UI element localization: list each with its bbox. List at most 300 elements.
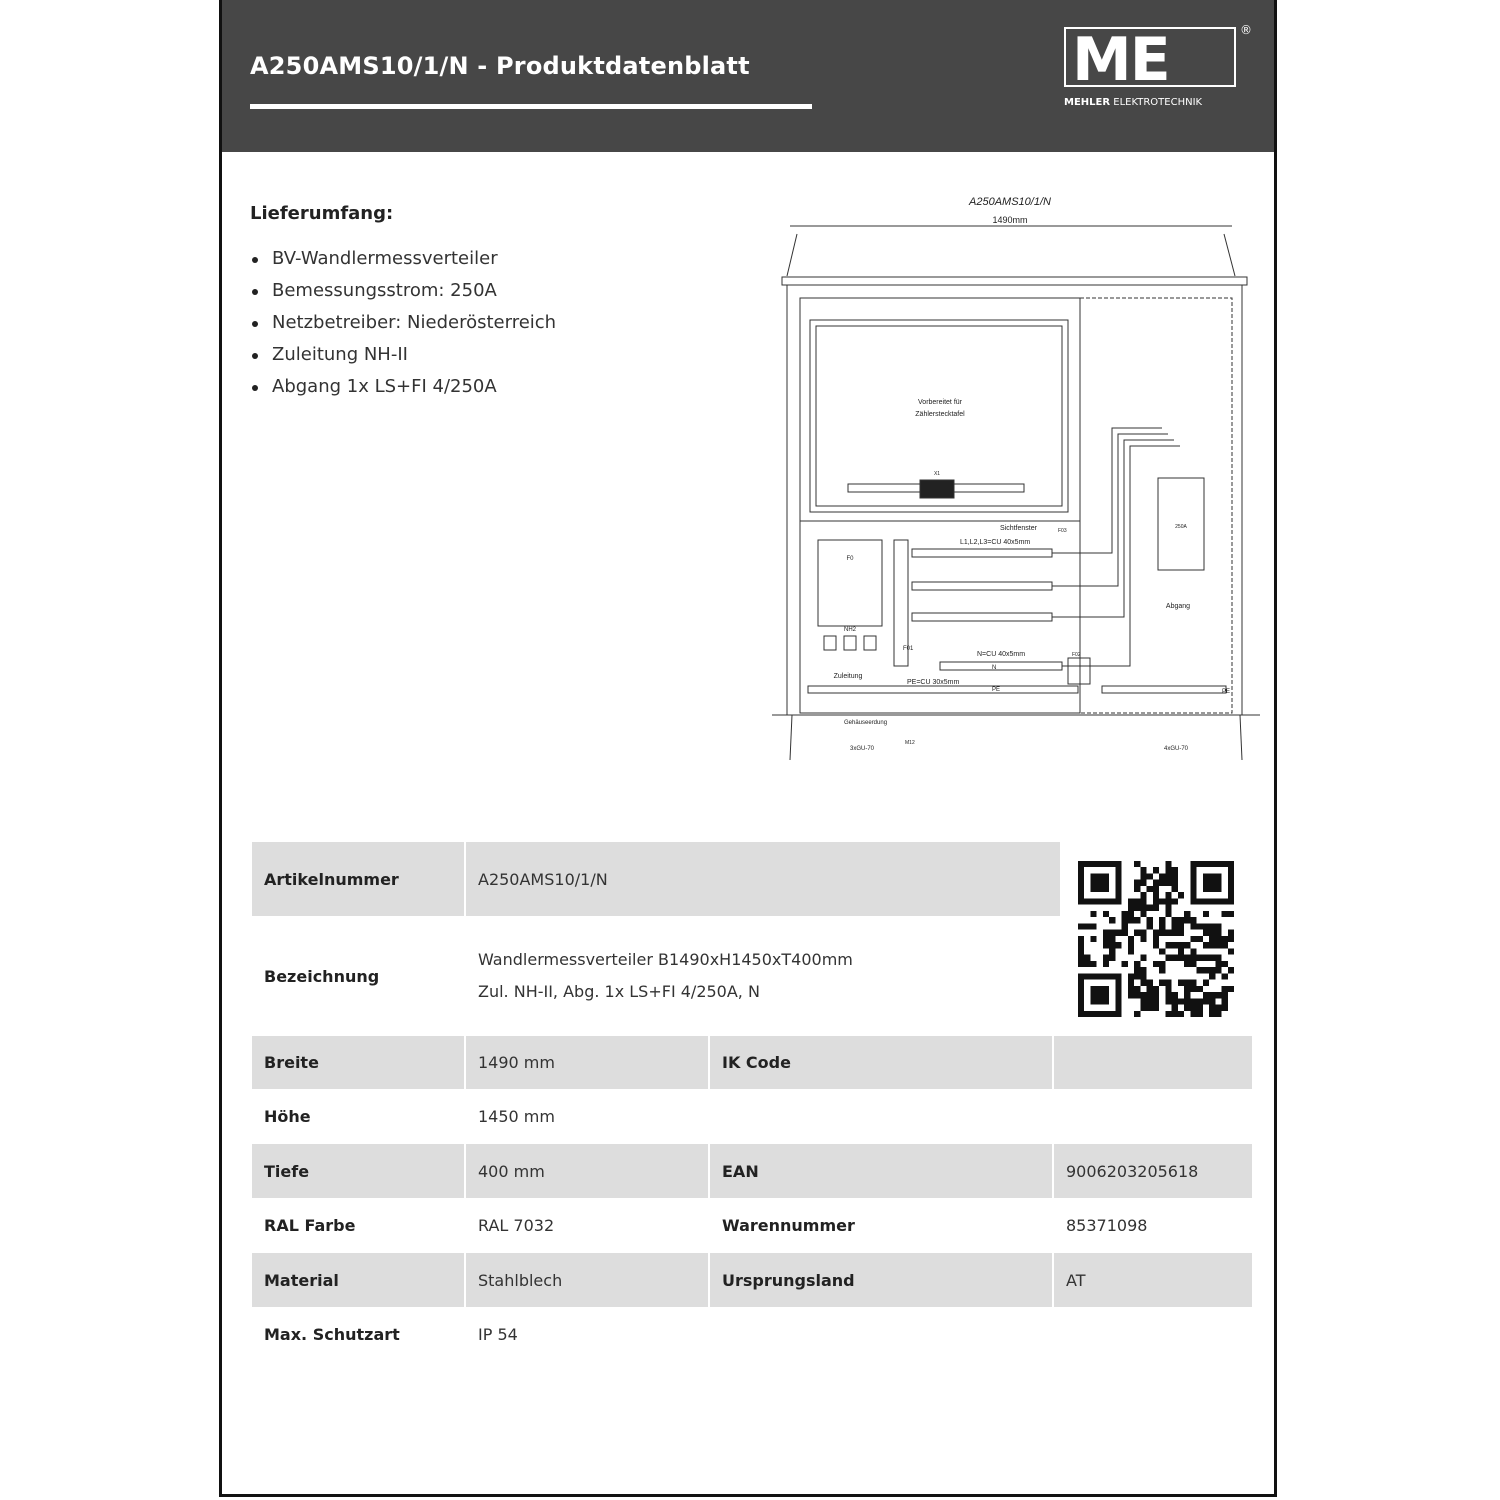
qr-module — [1172, 886, 1178, 892]
qr-module — [1084, 961, 1090, 967]
qr-module — [1147, 986, 1153, 992]
meter-label-line-2: Zählerstecktafel — [915, 411, 965, 418]
qr-module — [1228, 936, 1234, 942]
busbar-l3 — [912, 613, 1052, 621]
qr-module — [1140, 873, 1146, 879]
pe-mark-right: PE — [1222, 689, 1231, 695]
qr-module — [1172, 1011, 1178, 1017]
qr-module — [1084, 923, 1090, 929]
qr-module — [1190, 955, 1196, 961]
scope-list — [250, 243, 556, 403]
outgoing-cable — [1052, 434, 1168, 586]
qr-module — [1197, 998, 1203, 1004]
gehaeuseerdung-label: Gehäuseerdung — [844, 720, 888, 726]
incoming-terminal — [844, 636, 856, 650]
qr-module — [1215, 961, 1221, 967]
qr-module — [1134, 905, 1140, 911]
datasheet-page — [219, 0, 1277, 1497]
qr-module — [1209, 936, 1215, 942]
qr-module — [1190, 948, 1196, 954]
mehler-logo — [1064, 23, 1252, 117]
ursprungsland-value: AT — [1054, 1253, 1252, 1307]
qr-module — [1209, 973, 1215, 979]
qr-module — [1165, 911, 1171, 917]
warennummer-label: Warennummer — [722, 1216, 855, 1235]
qr-module — [1115, 942, 1121, 948]
logo-subtitle — [1064, 97, 1202, 108]
breaker-rating: 250A — [1175, 524, 1187, 530]
qr-module — [1140, 955, 1146, 961]
qr-module — [1147, 980, 1153, 986]
n-mark: N — [992, 665, 997, 671]
qr-module — [1215, 942, 1221, 948]
qr-module — [1159, 930, 1165, 936]
busbar-n-label: N=CU 40x5mm — [977, 651, 1026, 658]
qr-module — [1109, 955, 1115, 961]
outgoing-cable — [1052, 440, 1174, 617]
hoehe-label: Höhe — [264, 1107, 311, 1126]
qr-module — [1209, 1005, 1215, 1011]
rcd-device — [1068, 658, 1090, 684]
qr-module — [1222, 992, 1228, 998]
qr-module — [1209, 930, 1215, 936]
schutzart-value: IP 54 — [478, 1324, 518, 1344]
qr-module — [1159, 923, 1165, 929]
qr-module — [1128, 905, 1134, 911]
nh-fuse-switch — [818, 540, 882, 626]
qr-module — [1134, 917, 1140, 923]
hoehe-value: 1450 mm — [478, 1107, 555, 1126]
qr-module — [1115, 930, 1121, 936]
ean-label: EAN — [710, 1144, 1052, 1198]
qr-module — [1128, 992, 1134, 998]
qr-module — [1147, 873, 1153, 879]
qr-module — [1159, 880, 1165, 886]
qr-module — [1090, 873, 1109, 892]
qr-module — [1140, 992, 1146, 998]
qr-module — [1172, 955, 1178, 961]
plinth-edge — [1240, 715, 1242, 760]
qr-module — [1165, 873, 1171, 879]
qr-module — [1134, 992, 1140, 998]
qr-module — [1215, 930, 1221, 936]
qr-module — [1165, 1011, 1171, 1017]
qr-module — [1147, 998, 1153, 1004]
qr-module — [1190, 936, 1196, 942]
table-row — [252, 1144, 1252, 1198]
qr-module — [1122, 930, 1128, 936]
qr-module — [1190, 961, 1196, 967]
f0-label: F0 — [846, 556, 854, 562]
qr-module — [1190, 923, 1196, 929]
qr-module — [1165, 986, 1171, 992]
qr-module — [1134, 861, 1140, 867]
qr-module — [1172, 873, 1178, 879]
table-row — [252, 1307, 1252, 1361]
qr-module — [1172, 998, 1178, 1004]
qr-module — [1128, 942, 1134, 948]
abgang-label: Abgang — [1165, 603, 1191, 610]
qr-module — [1109, 948, 1115, 954]
qr-module — [1134, 930, 1140, 936]
qr-module — [1103, 930, 1109, 936]
qr-module — [1165, 898, 1171, 904]
qr-module — [1222, 936, 1228, 942]
qr-module — [1190, 998, 1196, 1004]
nh2-label: NH2 — [843, 627, 857, 633]
qr-module — [1128, 911, 1134, 917]
qr-module — [1165, 867, 1171, 873]
qr-module — [1172, 992, 1178, 998]
table-row — [252, 1198, 1252, 1253]
qr-module — [1090, 986, 1109, 1005]
qr-module — [1153, 880, 1159, 886]
gland-left-label: 3xGU-70 — [850, 746, 875, 752]
qr-module — [1122, 911, 1128, 917]
meter-label-line-1: Vorbereitet für — [918, 399, 962, 406]
busbar-l2 — [912, 582, 1052, 590]
qr-module — [1184, 986, 1190, 992]
terminal-block — [920, 480, 954, 498]
qr-module — [1134, 1011, 1140, 1017]
qr-module — [1197, 923, 1203, 929]
qr-module — [1178, 998, 1184, 1004]
qr-module — [1165, 998, 1171, 1004]
qr-module — [1140, 967, 1146, 973]
qr-module — [1165, 861, 1171, 867]
logo-tagline: ELEKTROTECHNIK — [1113, 97, 1203, 108]
qr-module — [1140, 905, 1146, 911]
qr-module — [1140, 973, 1146, 979]
qr-module — [1184, 998, 1190, 1004]
sichtfenster-label: Sichtfenster — [1000, 525, 1037, 532]
table-row — [252, 1253, 1252, 1307]
qr-module — [1134, 898, 1140, 904]
qr-module — [1222, 973, 1228, 979]
qr-module — [1172, 1005, 1178, 1011]
qr-module — [1178, 917, 1184, 923]
qr-module — [1147, 905, 1153, 911]
qr-module — [1222, 986, 1228, 992]
qr-module — [1109, 936, 1115, 942]
qr-module — [1140, 867, 1146, 873]
extension-line — [787, 234, 797, 276]
material-label: Material — [252, 1253, 464, 1307]
qr-module — [1184, 955, 1190, 961]
scope-heading: Lieferumfang: — [250, 203, 394, 224]
qr-module — [1178, 980, 1184, 986]
m12-label: M12 — [905, 740, 915, 746]
qr-module — [1153, 992, 1159, 998]
bezeichnung-label: Bezeichnung — [264, 966, 380, 986]
breite-label: Breite — [252, 1036, 464, 1089]
qr-module — [1128, 980, 1134, 986]
qr-module — [1134, 967, 1140, 973]
qr-module — [1134, 886, 1140, 892]
qr-module — [1215, 992, 1221, 998]
qr-module — [1140, 930, 1146, 936]
ral-label: RAL Farbe — [264, 1216, 356, 1235]
qr-module — [1172, 942, 1178, 948]
qr-module — [1165, 930, 1171, 936]
qr-module — [1197, 967, 1203, 973]
list-item: Zuleitung NH-II — [250, 339, 556, 371]
qr-module — [1159, 873, 1165, 879]
qr-module — [1153, 998, 1159, 1004]
qr-module — [1172, 898, 1178, 904]
table-row — [252, 1089, 1252, 1144]
qr-module — [1228, 930, 1234, 936]
breite-value: 1490 mm — [466, 1036, 708, 1089]
qr-module — [1165, 942, 1171, 948]
qr-module — [1165, 892, 1171, 898]
qr-module — [1103, 961, 1109, 967]
qr-module — [1184, 1005, 1190, 1011]
qr-module — [1159, 898, 1165, 904]
qr-module — [1140, 898, 1146, 904]
qr-module — [1209, 998, 1215, 1004]
right-compartment — [1080, 298, 1232, 713]
qr-module — [1203, 942, 1209, 948]
qr-module — [1128, 917, 1134, 923]
qr-module — [1153, 986, 1159, 992]
qr-module — [1078, 948, 1084, 954]
qr-module — [1203, 980, 1209, 986]
qr-module — [1190, 986, 1196, 992]
busbar-pe-label: PE=CU 30x5mm — [907, 679, 960, 686]
qr-module — [1172, 880, 1178, 886]
page-title: A250AMS10/1/N - Produktdatenblatt — [250, 52, 750, 80]
qr-module — [1178, 1011, 1184, 1017]
qr-module — [1090, 936, 1096, 942]
qr-module — [1172, 930, 1178, 936]
qr-module — [1153, 898, 1159, 904]
title-underline — [250, 104, 812, 109]
qr-module — [1209, 923, 1215, 929]
list-item: Bemessungsstrom: 250A — [250, 275, 556, 307]
qr-module — [1134, 986, 1140, 992]
qr-module — [1215, 967, 1221, 973]
logo-brand: MEHLER — [1064, 97, 1111, 108]
qr-module — [1153, 905, 1159, 911]
qr-module — [1222, 942, 1228, 948]
tiefe-label: Tiefe — [252, 1144, 464, 1198]
qr-module — [1153, 961, 1159, 967]
pe-mark-left: PE — [992, 687, 1001, 693]
qr-module — [1078, 936, 1084, 942]
list-item: BV-Wandlermessverteiler — [250, 243, 556, 275]
material-value: Stahlblech — [466, 1253, 708, 1307]
schutzart-label: Max. Schutzart — [264, 1324, 400, 1344]
busbar-pe-right — [1102, 686, 1226, 693]
qr-module — [1184, 992, 1190, 998]
qr-module — [1090, 923, 1096, 929]
f01-label: F01 — [903, 646, 914, 652]
qr-module — [1147, 992, 1153, 998]
qr-module — [1153, 892, 1159, 898]
qr-module — [1159, 967, 1165, 973]
qr-module — [1165, 980, 1171, 986]
list-item: Abgang 1x LS+FI 4/250A — [250, 371, 556, 403]
qr-module — [1203, 923, 1209, 929]
zuleitung-label: Zuleitung — [833, 673, 863, 680]
drawing-title: A250AMS10/1/N — [969, 196, 1051, 208]
f03-label: F03 — [1058, 528, 1067, 534]
qr-module — [1147, 923, 1153, 929]
qr-module — [1209, 942, 1215, 948]
qr-module — [1203, 967, 1209, 973]
list-item: Netzbetreiber: Niederösterreich — [250, 307, 556, 339]
qr-module — [1222, 998, 1228, 1004]
qr-module — [1128, 936, 1134, 942]
qr-module — [1197, 1011, 1203, 1017]
qr-module — [1172, 867, 1178, 873]
bezeichnung-line-1: Wandlermessverteiler B1490xH1450xT400mm — [478, 950, 853, 969]
qr-module — [1140, 892, 1146, 898]
qr-module — [1215, 955, 1221, 961]
qr-module — [1109, 930, 1115, 936]
qr-module — [1128, 948, 1134, 954]
logo-letters: ME — [1072, 25, 1169, 95]
warennummer-value: 85371098 — [1066, 1216, 1148, 1235]
qr-module — [1159, 961, 1165, 967]
qr-module — [1209, 1011, 1215, 1017]
bezeichnung-line-2: Zul. NH-II, Abg. 1x LS+FI 4/250A, N — [478, 982, 760, 1001]
plinth-edge — [790, 715, 792, 760]
qr-module — [1140, 998, 1146, 1004]
qr-module — [1190, 1005, 1196, 1011]
qr-module — [1090, 961, 1096, 967]
qr-modules — [1078, 861, 1234, 1017]
qr-module — [1178, 923, 1184, 929]
terminal-x1-label: X1 — [933, 471, 941, 477]
ik-label: IK Code — [710, 1036, 1052, 1089]
ursprungsland-label: Ursprungsland — [710, 1253, 1052, 1307]
qr-module — [1084, 955, 1090, 961]
qr-module — [1134, 880, 1140, 886]
qr-module — [1090, 911, 1096, 917]
qr-module — [1128, 986, 1134, 992]
qr-module — [1159, 948, 1165, 954]
qr-module — [1178, 955, 1184, 961]
ral-value: RAL 7032 — [478, 1216, 555, 1235]
qr-module — [1215, 936, 1221, 942]
qr-module — [1190, 1011, 1196, 1017]
qr-module — [1215, 1011, 1221, 1017]
qr-module — [1228, 967, 1234, 973]
qr-module — [1134, 973, 1140, 979]
qr-module — [1197, 936, 1203, 942]
busbar-pe — [808, 686, 1078, 693]
qr-module — [1122, 923, 1128, 929]
qr-module — [1197, 955, 1203, 961]
incoming-terminal — [864, 636, 876, 650]
qr-module — [1140, 880, 1146, 886]
qr-module — [1165, 880, 1171, 886]
tiefe-value: 400 mm — [466, 1144, 708, 1198]
qr-module — [1103, 955, 1109, 961]
qr-module — [1184, 942, 1190, 948]
qr-module — [1128, 898, 1134, 904]
qr-module — [1228, 986, 1234, 992]
roof — [782, 277, 1247, 285]
qr-module — [1184, 917, 1190, 923]
qr-module — [1209, 992, 1215, 998]
qr-module — [1153, 936, 1159, 942]
qr-module — [1078, 923, 1084, 929]
busbar-l-label: L1,L2,L3=CU 40x5mm — [960, 539, 1031, 546]
drawing-svg — [762, 188, 1272, 766]
qr-module — [1184, 961, 1190, 967]
qr-module — [1190, 917, 1196, 923]
qr-module — [1153, 867, 1159, 873]
qr-module — [1197, 986, 1203, 992]
technical-drawing — [762, 188, 1272, 766]
qr-module — [1165, 992, 1171, 998]
qr-module — [1147, 886, 1153, 892]
qr-module — [1122, 917, 1128, 923]
busbar-n — [940, 662, 1062, 670]
qr-module — [1103, 942, 1109, 948]
qr-module — [1140, 936, 1146, 942]
artikelnummer-label: Artikelnummer — [252, 842, 464, 916]
qr-module — [1140, 911, 1146, 917]
qr-module — [1147, 917, 1153, 923]
qr-module — [1222, 1005, 1228, 1011]
f02-label: F02 — [1072, 652, 1081, 658]
incoming-terminal — [824, 636, 836, 650]
qr-module — [1159, 917, 1165, 923]
qr-module — [1159, 980, 1165, 986]
qr-module — [1178, 942, 1184, 948]
qr-module — [1203, 930, 1209, 936]
qr-module — [1078, 961, 1084, 967]
qr-module — [1153, 1005, 1159, 1011]
qr-module — [1209, 967, 1215, 973]
qr-module — [1153, 942, 1159, 948]
artikelnummer-value: A250AMS10/1/N — [466, 842, 1060, 916]
qr-module — [1103, 911, 1109, 917]
qr-module — [1140, 980, 1146, 986]
qr-module — [1209, 955, 1215, 961]
qr-module — [1197, 1005, 1203, 1011]
qr-module — [1103, 936, 1109, 942]
qr-module — [1078, 955, 1084, 961]
qr-module — [1203, 992, 1209, 998]
extension-line — [1224, 234, 1235, 276]
qr-module — [1134, 961, 1140, 967]
qr-module — [1172, 917, 1178, 923]
qr-module — [1178, 948, 1184, 954]
width-dimension: 1490mm — [992, 215, 1028, 225]
qr-module — [1203, 955, 1209, 961]
qr-module — [1228, 911, 1234, 917]
qr-module — [1203, 911, 1209, 917]
ik-value — [1054, 1036, 1252, 1089]
qr-module — [1222, 961, 1228, 967]
qr-module — [1078, 942, 1084, 948]
qr-module — [1109, 942, 1115, 948]
qr-module — [1153, 886, 1159, 892]
qr-module — [1128, 973, 1134, 979]
qr-module — [1178, 930, 1184, 936]
qr-code — [1078, 861, 1234, 1017]
qr-module — [1184, 911, 1190, 917]
qr-module — [1109, 917, 1115, 923]
qr-module — [1165, 955, 1171, 961]
ean-value: 9006203205618 — [1054, 1144, 1252, 1198]
qr-module — [1203, 873, 1222, 892]
